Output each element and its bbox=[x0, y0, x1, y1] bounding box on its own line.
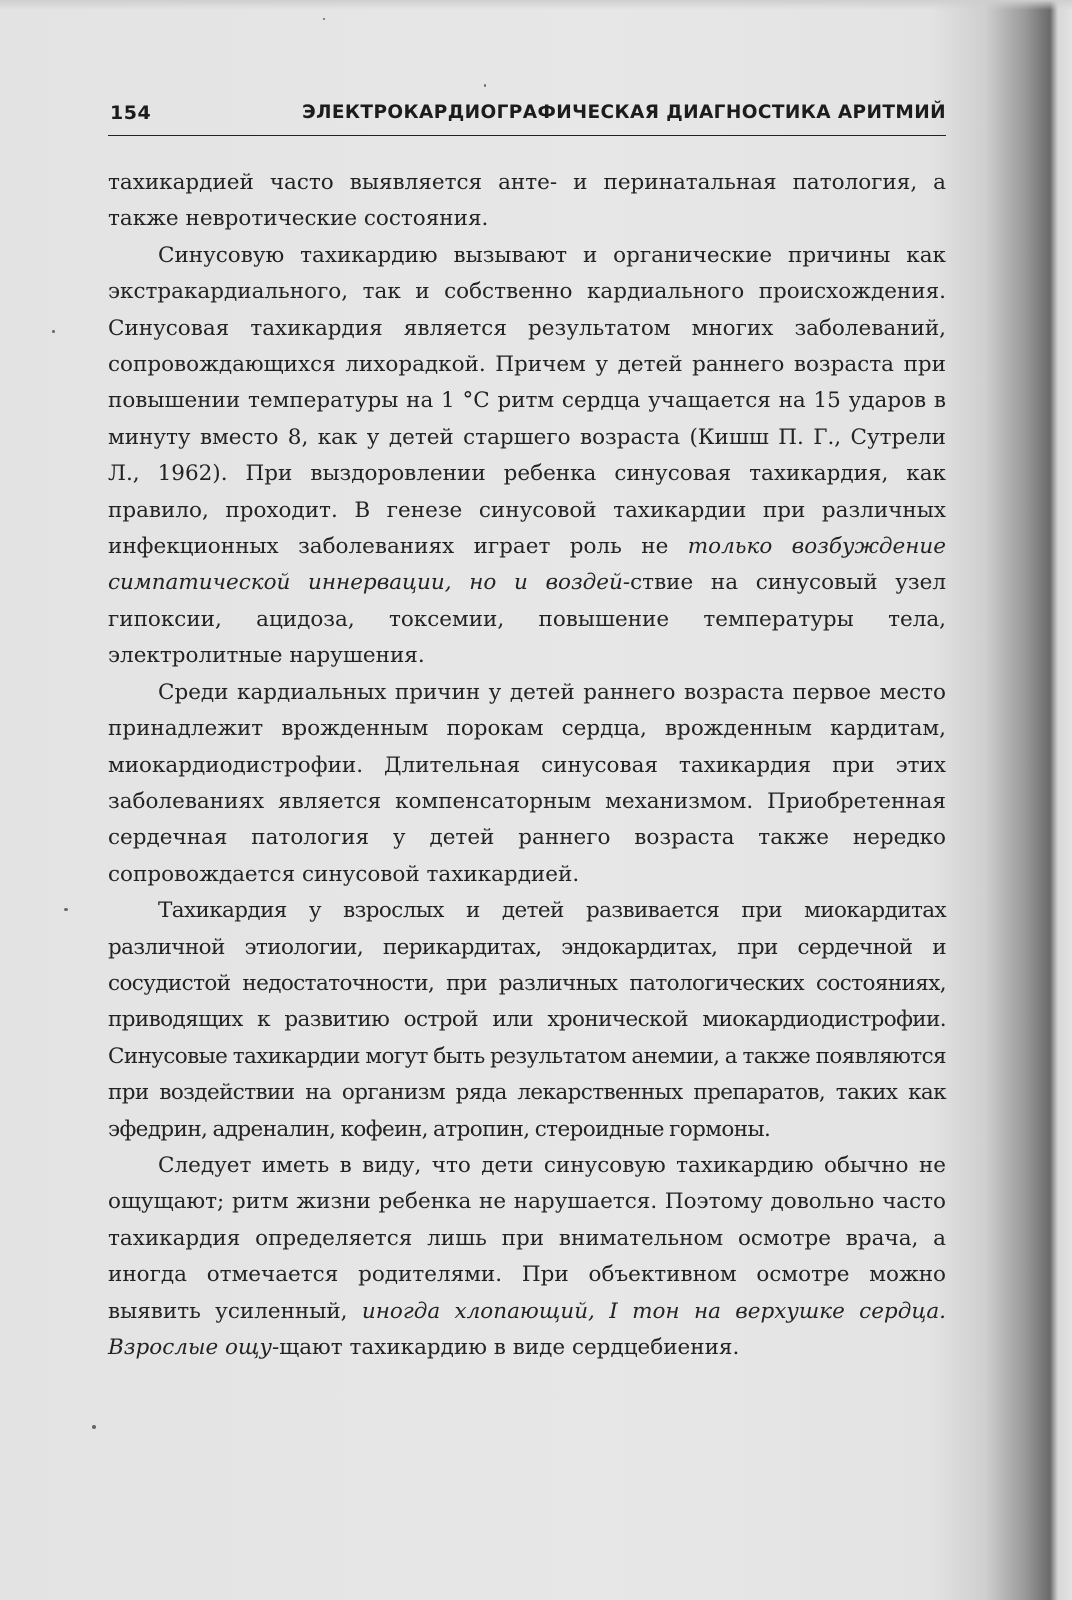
paragraph-2-text: Синусовую тахикардию вызывают и органические причины как экстракардиального, так и собственно кардиального происхождения. Синусовая тахикардия является результатом многих заболеваний, сопровождающихся лихорадкой. Причем у детей раннего возраста при повышении температуры на 1 °С ритм сердца учащается на 15 ударов в минуту вместо 8, как у детей старшего возраста (Кишш П. Г., Сутрели Л., 1962). При выздоровлении ребенка синусовая тахикардия, как правило, проходит. В генезе синусовой тахикардии при различных инфекционных заболеваниях играет роль не bbox=[108, 242, 946, 560]
paragraph-4-text: Тахикардия у взрослых и детей развивается при миокардитах различной этиологии, перикардитах, эндокардитах, при сердечной и сосудистой недостаточности, при различных патологических состояниях, приводящих к развитию острой или хронической миокардиодистрофии. Синусовые тахикардии могут быть результатом анемии, а также появляются при воздействии на организм ряда лекарственных препаратов, таких как эфедрин, адреналин, кофеин, атропин, стероидные гормоны. bbox=[108, 898, 946, 1142]
paragraph-3 bbox=[108, 675, 946, 893]
body-text bbox=[108, 165, 946, 1366]
paragraph-3-text: Среди кардиальных причин у детей раннего возраста первое место принадлежит врожденным порокам сердца, врожденным кардитам, миокардиодистрофии. Длительная синусовая тахикардия при этих заболеваниях является компенсаторным механизмом. Приобретенная сердечная патология у детей раннего возраста также нередко сопровождается синусовой тахикардией. bbox=[108, 679, 946, 887]
paragraph-2-italic: только возбуждение симпатической иннервации, но и воздей- bbox=[108, 534, 946, 596]
page-header bbox=[108, 99, 946, 136]
scan-speck bbox=[64, 908, 68, 911]
scan-speck bbox=[484, 84, 486, 87]
paragraph-5-text-after: щают тахикардию в виде сердцебиения. bbox=[279, 1335, 740, 1360]
running-title: ЭЛЕКТРОКАРДИОГРАФИЧЕСКАЯ ДИАГНОСТИКА АРИТМИЙ bbox=[302, 102, 946, 123]
scan-speck bbox=[323, 18, 325, 20]
paragraph-1 bbox=[108, 165, 946, 238]
scan-speck bbox=[92, 1425, 96, 1429]
paragraph-2 bbox=[108, 238, 946, 675]
paragraph-5 bbox=[108, 1148, 946, 1366]
paragraph-5-text: Следует иметь в виду, что дети синусовую тахикардию обычно не ощущают; ритм жизни ребенка не нарушается. Поэтому довольно часто тахикардия определяется лишь при внимательном осмотре врача, а иногда отмечается родителями. При объективном осмотре можно выявить усиленный, bbox=[108, 1152, 946, 1324]
page-number: 154 bbox=[110, 102, 152, 124]
paragraph-5-italic: иногда хлопающий, I тон на верхушке сердца. Взрослые ощу- bbox=[108, 1298, 946, 1360]
paragraph-2-text-after: ствие на синусовый узел гипоксии, ацидоза, токсемии, повышение температуры тела, электролитные нарушения. bbox=[108, 570, 946, 669]
paragraph-4 bbox=[108, 893, 946, 1148]
scan-speck bbox=[52, 330, 55, 333]
paragraph-1-text: тахикардией часто выявляется анте- и перинатальная патология, а также невротические состояния. bbox=[108, 170, 946, 232]
